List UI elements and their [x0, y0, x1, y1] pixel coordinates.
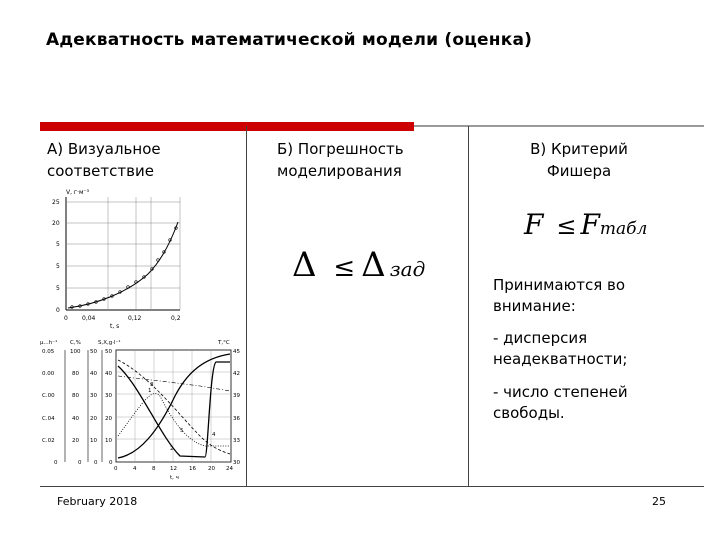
graph1-y-tick: 0	[56, 307, 60, 314]
graph1-model-curve	[68, 222, 178, 308]
notes-line2: внимание:	[493, 297, 576, 315]
graph2-tick: 50	[105, 349, 112, 355]
graph2-tick: 10	[90, 438, 97, 444]
graph2-tick: 39	[233, 393, 240, 399]
graph2-tick: 33	[233, 438, 240, 444]
error-formula-lhs: Δ	[292, 245, 317, 285]
graph1-x-tick: 0	[64, 315, 68, 322]
graph2-tick: 10	[105, 438, 112, 444]
graph2-col2-ticks	[70, 349, 82, 466]
graph2-axis-title-3: S,X,g·l⁻¹	[98, 340, 121, 346]
fisher-formula-lhs: F	[524, 208, 544, 241]
notes-line3: - дисперсия	[493, 329, 588, 347]
footer-divider	[40, 486, 704, 487]
column-c-heading-line2: Фишера	[546, 162, 612, 180]
graph2-x-ticks	[114, 466, 233, 472]
graph2-tick: 40	[90, 371, 97, 377]
error-formula-rhs: Δ	[361, 245, 386, 285]
graph2-right-ticks	[233, 349, 240, 466]
notes-line6: свободы.	[493, 404, 565, 422]
graph2-curve-label: 1	[148, 388, 152, 394]
column-c-heading-line1: В) Критерий	[530, 140, 628, 158]
graph1-x-tick: 0,12	[128, 315, 142, 322]
graph2-axis-title-1: μ...h⁻¹	[40, 340, 58, 346]
column-a-heading	[47, 138, 161, 182]
graph2-tick: 24	[226, 466, 233, 472]
fisher-formula-op: ≤	[556, 212, 577, 240]
column-divider-2	[468, 126, 469, 486]
graph2-tick: 40	[105, 371, 112, 377]
graph2-tick: C.02	[42, 438, 55, 444]
graph2-curve-label: 4	[212, 432, 216, 438]
graph1-x-tick: 0,04	[82, 315, 96, 322]
graph2-tick: 40	[72, 416, 79, 422]
graph2-curve-label: 3	[150, 382, 154, 388]
header-divider	[414, 125, 704, 127]
graph2-tick: 36	[233, 416, 240, 422]
graph2-tick: C.04	[42, 416, 55, 422]
graph2-tick: 12	[170, 466, 177, 472]
slide-title: Адекватность математической модели (оценка)	[46, 30, 533, 50]
column-b-heading-line1: Б) Погрешность	[277, 140, 404, 158]
graph1-y-tick: 5	[56, 263, 60, 270]
footer-date: February 2018	[57, 495, 138, 508]
graph2-curve-label: 2	[170, 446, 174, 452]
graph1-data-points	[71, 227, 178, 309]
graph-bioprocess	[40, 336, 242, 484]
graph2-tick: 50	[90, 349, 97, 355]
graph1-x-ticks	[64, 315, 181, 322]
notes-line5: - число степеней	[493, 383, 628, 401]
column-b-heading-line2: моделирования	[277, 162, 402, 180]
graph2-x-label: t, ч	[170, 475, 179, 481]
graph2-col3-ticks	[90, 349, 98, 466]
graph2-tick: 20	[90, 416, 97, 422]
graph1-y-tick: 5	[56, 241, 60, 248]
graph2-tick: 0.05	[42, 349, 55, 355]
graph1-y-label: V, г·м⁻³	[66, 189, 90, 196]
graph2-tick: 20	[208, 466, 215, 472]
graph2-col4-ticks	[105, 349, 113, 466]
graph2-tick: 0	[109, 460, 113, 466]
graph2-tick: 30	[233, 460, 240, 466]
graph2-tick: 42	[233, 371, 240, 377]
graph2-tick: 100	[70, 349, 81, 355]
graph2-curve-label: 5	[180, 428, 184, 434]
graph2-tick: 30	[105, 393, 112, 399]
graph2-tick: 8	[152, 466, 156, 472]
accent-bar	[40, 122, 414, 131]
graph2-tick: 0	[94, 460, 98, 466]
graph2-col1-ticks	[42, 349, 58, 466]
fisher-formula	[524, 208, 647, 241]
graph2-tick: 0	[54, 460, 58, 466]
notes-line4: неадекватности;	[493, 350, 628, 368]
graph1-x-label: t, s	[110, 323, 120, 330]
graph2-tick: 45	[233, 349, 240, 355]
error-formula-op: ≤	[333, 253, 356, 283]
error-formula-sub: зад	[389, 257, 426, 281]
column-divider-1	[246, 126, 247, 486]
notes-intro	[493, 275, 625, 317]
graph1-grid	[66, 197, 180, 310]
error-formula	[292, 245, 425, 285]
graph2-tick: 16	[189, 466, 196, 472]
graph2-tick: 4	[133, 466, 137, 472]
graph2-tick: 0	[114, 466, 118, 472]
graph-visual-fit	[38, 182, 188, 332]
fisher-formula-sub: табл	[599, 219, 648, 239]
column-c-heading	[494, 138, 664, 182]
notes-item-degrees	[493, 382, 628, 424]
graph1-y-ticks	[52, 199, 60, 314]
graph2-axis-title-2: C,%	[70, 340, 81, 346]
graph2-left-axes	[65, 350, 102, 462]
graph2-axis-title-right: T,°C	[218, 340, 230, 346]
graph2-tick: 80	[72, 371, 79, 377]
graph2-tick: 20	[105, 416, 112, 422]
graph2-tick: 0	[78, 460, 82, 466]
graph2-tick: 0.00	[42, 371, 55, 377]
graph2-axis-titles	[40, 339, 230, 346]
graph2-tick: 80	[72, 393, 79, 399]
graph1-y-tick: 20	[52, 220, 60, 227]
column-a-heading-line1: А) Визуальное	[47, 140, 161, 158]
graph2-tick: 20	[72, 438, 79, 444]
column-b-heading	[277, 138, 404, 182]
fisher-formula-rhs: F	[580, 208, 600, 241]
graph1-y-tick: 25	[52, 199, 60, 206]
notes-item-dispersion	[493, 328, 627, 370]
graph2-tick: C.00	[42, 393, 55, 399]
page-number: 25	[652, 495, 666, 508]
notes-line1: Принимаются во	[493, 276, 626, 294]
graph1-x-tick: 0,2	[171, 315, 181, 322]
column-a-heading-line2: соответствие	[47, 162, 154, 180]
graph2-tick: 30	[90, 393, 97, 399]
graph1-y-tick: 5	[56, 285, 60, 292]
